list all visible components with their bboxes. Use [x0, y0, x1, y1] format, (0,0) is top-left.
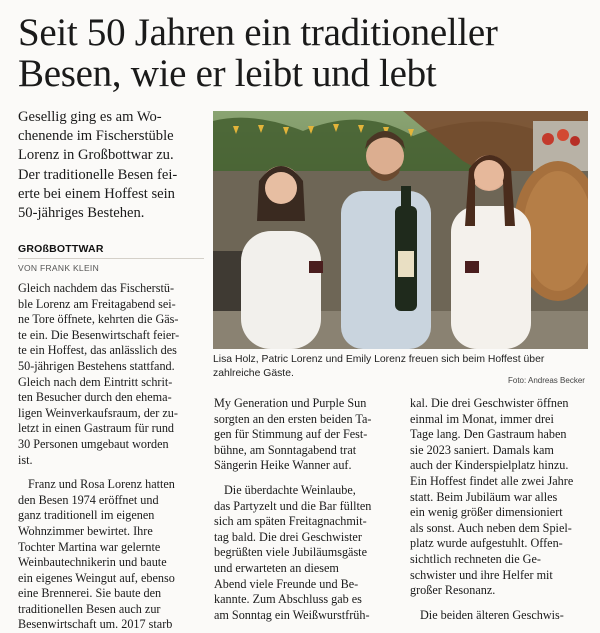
text-line: Die überdachte Weinlaube,: [224, 482, 356, 497]
text-line: tag bald. Die drei Geschwister: [214, 529, 362, 544]
text-line: Wohnzimmer bewirtet. Ihre: [18, 523, 153, 538]
text-line: letzt in einen Gastraum für rund: [18, 421, 175, 436]
photo-illustration: [213, 111, 588, 349]
text-line: ist.: [18, 452, 33, 467]
photo-credit: Foto: Andreas Becker: [508, 376, 585, 385]
text-line: als sonst. Auch neben dem Spiel-: [410, 520, 572, 535]
text-line: ble Lorenz am Freitagabend sei-: [18, 296, 176, 311]
article-column-3: [410, 396, 588, 623]
text-line: platz wurde aufgestuhlt. Offen-: [410, 536, 563, 551]
dateline-location: GROßBOTTWAR: [18, 243, 104, 255]
text-line: 50-jährigen Bestehens stattfand.: [18, 358, 175, 373]
text-line: Sängerin Heike Wanner auf.: [214, 458, 352, 473]
text-line: bühne, am Sonntagabend trat: [214, 442, 357, 457]
headline-line-2: Besen, wie er leibt und lebt: [18, 52, 437, 95]
text-line: 30 Personen umgebaut worden: [18, 436, 169, 451]
text-line: Ein Hoffest findet alle zwei Jahre: [410, 473, 574, 488]
text-line: ne Tore öffnete, kehrten die Gäs-: [18, 312, 179, 327]
text-line: traditionellen Besen auch zur: [18, 601, 161, 616]
text-line: te ein Hoffest, das anlässlich des: [18, 343, 177, 358]
text-line: eine Brennerei. Sie baute den: [18, 586, 162, 601]
text-line: kal. Die drei Geschwister öffnen: [410, 396, 569, 410]
intro-line: 50-jähriges Bestehen.: [18, 205, 145, 222]
intro-line: erte bei einem Hoffest sein: [18, 185, 175, 202]
article-photo: [213, 111, 588, 349]
text-line: Franz und Rosa Lorenz hatten: [28, 477, 175, 492]
article-column-2: [214, 396, 402, 623]
text-line: das Partyzelt und die Bar füllten: [214, 498, 372, 513]
text-line: sichtlich rechneten die Ge-: [410, 551, 541, 566]
text-line: sorgten an den ersten beiden Ta-: [214, 411, 372, 426]
text-line: My Generation und Purple Sun: [214, 396, 367, 410]
text-line: Gleich nach dem Eintritt schrit-: [18, 374, 173, 389]
intro-line: Gesellig ging es am Wo-: [18, 109, 162, 125]
text-line: gen für Stimmung auf der Fest-: [214, 427, 368, 442]
author-byline: VON FRANK KLEIN: [18, 263, 100, 273]
text-line: Tage lang. Den Gastraum haben: [410, 427, 567, 442]
text-line: großer Resonanz.: [410, 583, 496, 598]
headline-line-1: Seit 50 Jahren ein traditioneller: [18, 11, 498, 54]
text-line: begrüßten viele Jubiläumsgäste: [214, 545, 367, 560]
text-line: te ein. Die Besenwirtschaft feier-: [18, 327, 180, 342]
caption-line: Lisa Holz, Patric Lorenz und Emily Lorenz freuen sich beim Hoffest über: [213, 354, 545, 365]
intro-line: Lorenz in Großbottwar zu.: [18, 147, 174, 164]
text-line: Die beiden älteren Geschwis-: [420, 607, 564, 622]
text-line: und erwarteten an diesem: [214, 560, 339, 575]
headline: [18, 12, 588, 94]
paragraph-gap: [410, 599, 588, 608]
paragraph-gap: [18, 468, 206, 477]
text-line: sich am späten Freitagnachmit-: [214, 514, 367, 529]
text-line: kannte. Zum Abschluss gab es: [214, 592, 362, 607]
text-line: ganz traditionell im eigenen: [18, 508, 155, 523]
text-line: einmal im Monat, immer drei: [410, 411, 554, 426]
text-line: auch der Kinderspielplatz hinzu.: [410, 458, 569, 473]
article-column-1: [18, 281, 206, 633]
text-line: den Besen 1974 eröffnet und: [18, 492, 159, 507]
intro-line: chenende im Fischerstüble: [18, 128, 174, 145]
text-line: statt. Beim Jubiläum war alles: [410, 489, 558, 504]
text-line: Gleich nachdem das Fischerstü-: [18, 281, 175, 295]
text-line: sie 2023 saniert. Damals kam: [410, 442, 554, 457]
text-line: ligen Weinverkaufsraum, der zu-: [18, 405, 178, 420]
text-line: Abend viele Freunde und Be-: [214, 576, 359, 591]
text-line: ein wenig größer dimensioniert: [410, 505, 563, 520]
text-line: am Sonntag ein Weißwurstfrüh-: [214, 607, 370, 622]
paragraph-gap: [214, 474, 402, 483]
intro-teaser: [18, 108, 208, 223]
text-line: schwister und ihre Helfer mit: [410, 567, 553, 582]
dateline: [18, 243, 204, 259]
intro-line: Der traditionelle Besen fei-: [18, 166, 178, 183]
text-line: Weinbautechnikerin und baute: [18, 555, 167, 570]
text-line: Besenwirtschaft um. 2017 starb: [18, 617, 173, 632]
text-line: ein eigenes Weingut auf, ebenso: [18, 570, 175, 585]
caption-line: zahlreiche Gäste.: [213, 368, 294, 379]
text-line: Tochter Martina war gelernte: [18, 539, 161, 554]
text-line: ten Besucher durch den ehema-: [18, 390, 172, 405]
